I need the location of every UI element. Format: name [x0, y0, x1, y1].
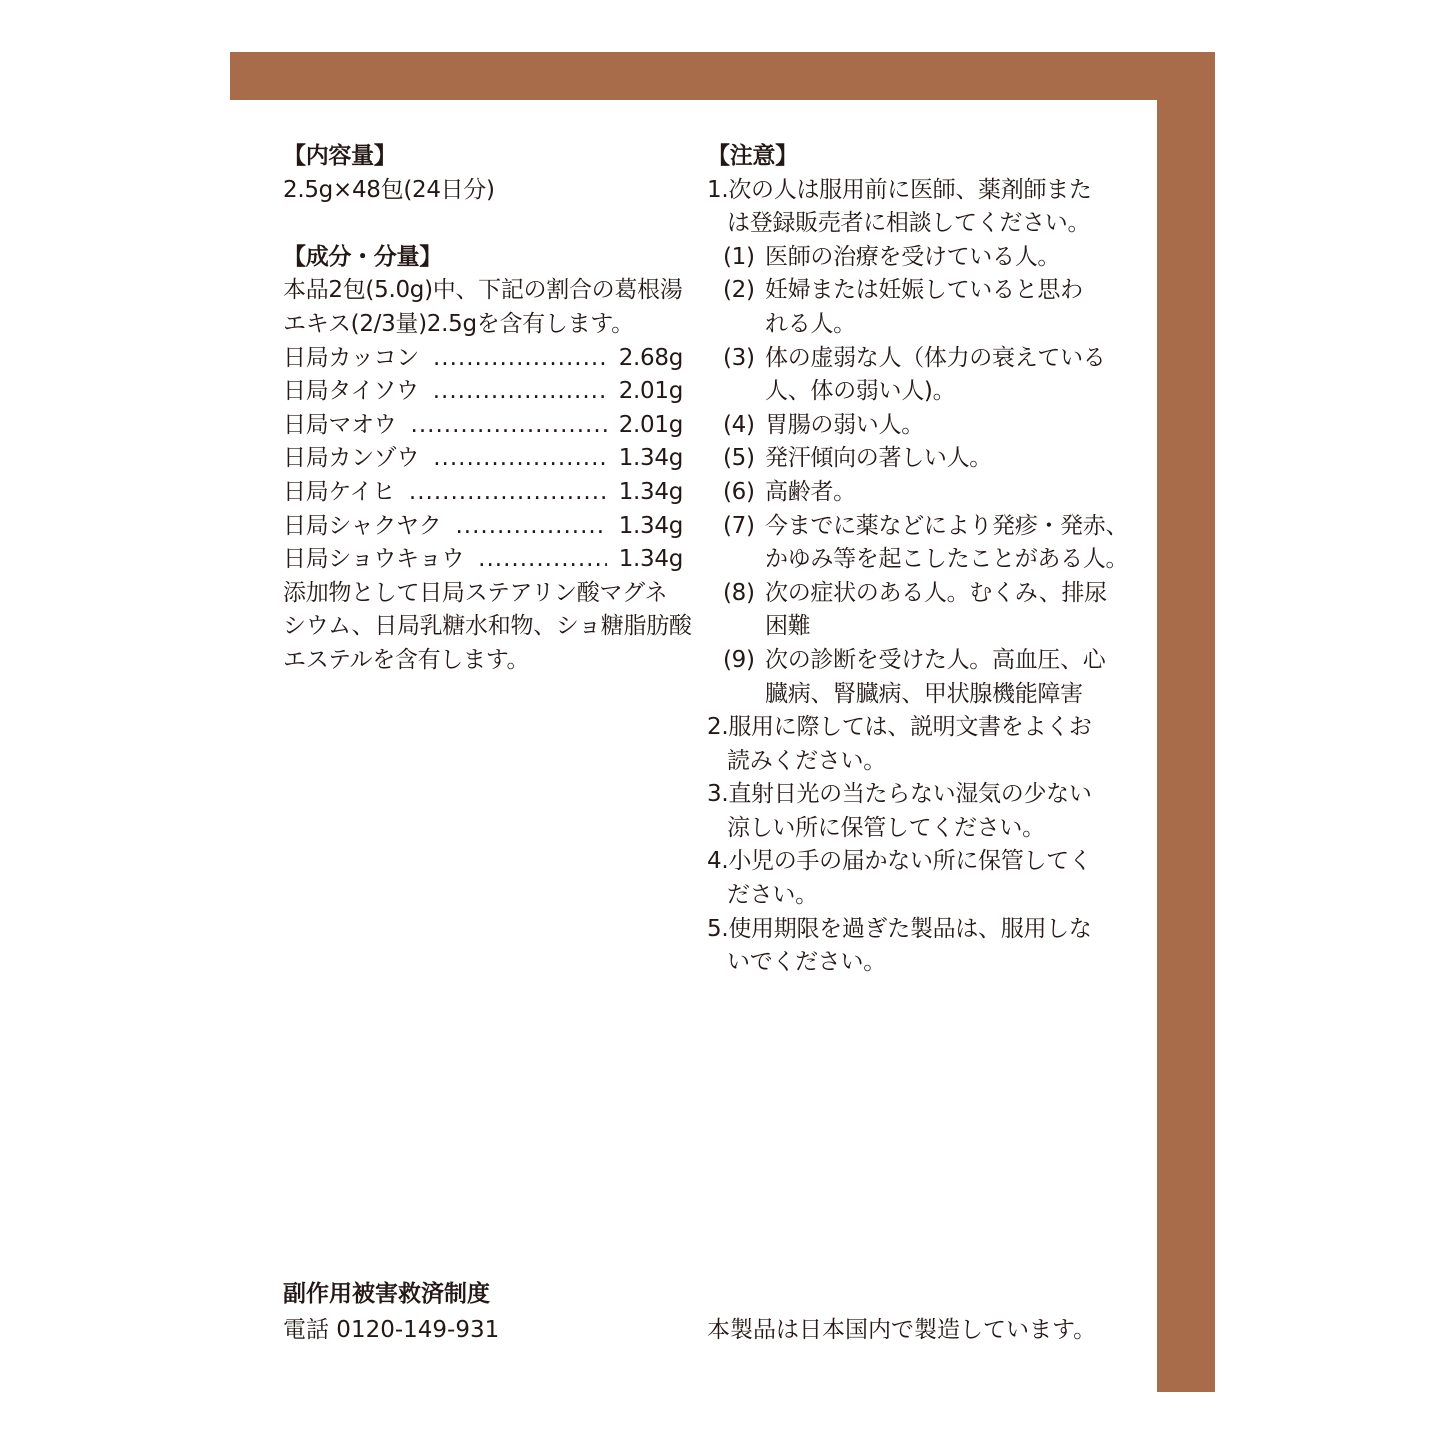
- subitem-number: (1): [723, 243, 755, 270]
- additives-line: エステルを含有します。: [283, 646, 530, 673]
- left-column: [283, 140, 692, 678]
- caution-item-number: 5.: [707, 915, 729, 942]
- leader-dots: [409, 476, 607, 510]
- caution-item: [707, 913, 1127, 947]
- ingredient-amount: 1.34g: [618, 546, 683, 573]
- ingredient-row: [283, 510, 683, 544]
- ingredient-row: [283, 409, 683, 443]
- caution-item-line: いでください。: [727, 949, 886, 976]
- caution-item-number: 1.: [707, 176, 729, 203]
- ingredient-row: [283, 342, 683, 376]
- caution-heading: 【注意】: [707, 143, 798, 169]
- caution-subitem: [723, 442, 1127, 476]
- relief-system-title: 副作用被害救済制度: [283, 1281, 490, 1307]
- made-in-japan-note: 本製品は日本国内で製造しています。: [707, 1317, 1097, 1343]
- caution-subitem: [723, 644, 1127, 711]
- subitem-line: 医師の治療を受けている人。: [765, 243, 1061, 270]
- caution-item-line: 直射日光の当たらない湿気の少ない: [728, 781, 1092, 808]
- subitem-line: 臓病、腎臓病、甲状腺機能障害: [765, 680, 1083, 707]
- ingredient-row: [283, 442, 683, 476]
- caution-item-line: 読みください。: [727, 747, 886, 774]
- ingredient-name: 日局カッコン: [283, 344, 419, 371]
- subitem-line: 次の診断を受けた人。高血圧、心: [765, 646, 1106, 673]
- subitem-line: 次の症状のある人。むくみ、排尿: [765, 579, 1107, 606]
- subitem-line: 妊婦または妊娠していると思わ: [765, 277, 1083, 304]
- caution-subitem: [723, 577, 1127, 644]
- leader-dots: [433, 375, 607, 409]
- ingredient-amount: 2.01g: [618, 378, 683, 405]
- ingredient-name: 日局シャクヤク: [283, 512, 442, 539]
- subitem-number: (5): [723, 445, 755, 472]
- ingredients-heading: 【成分・分量】: [283, 243, 442, 270]
- ingredient-name: 日局ショウキョウ: [283, 546, 465, 573]
- leader-dots: [433, 342, 607, 376]
- subitem-line: 困難: [765, 613, 811, 640]
- caution-subitem: [723, 241, 1127, 275]
- ingredients-intro-line: エキス(2/3量)2.5gを含有します。: [283, 310, 634, 337]
- ingredient-amount: 2.68g: [618, 344, 683, 371]
- subitem-line: 高齢者。: [765, 478, 856, 505]
- ingredient-name: 日局タイソウ: [283, 378, 419, 405]
- subitem-line: 今までに薬などにより発疹・発赤、: [765, 512, 1129, 539]
- leader-dots: [455, 510, 606, 544]
- caution-item-line: 服用に際しては、説明文書をよくお: [728, 714, 1092, 741]
- caution-item: [707, 174, 1127, 208]
- caution-item: [707, 845, 1127, 879]
- ingredient-amount: 1.34g: [618, 512, 683, 539]
- leader-dots: [411, 409, 607, 443]
- ingredient-name: 日局カンゾウ: [283, 445, 420, 472]
- ingredient-amount: 2.01g: [618, 411, 683, 438]
- subitem-line: かゆみ等を起こしたことがある人。: [765, 546, 1129, 573]
- ingredient-amount: 1.34g: [618, 478, 683, 505]
- ingredient-row: [283, 375, 683, 409]
- additives-line: シウム、日局乳糖水和物、ショ糖脂肪酸: [283, 613, 692, 640]
- caution-item-number: 4.: [707, 848, 729, 875]
- frame-band-right: [1157, 52, 1215, 1392]
- content-heading: 【内容量】: [283, 143, 397, 169]
- subitem-line: 体の虚弱な人（体力の衰えている: [765, 344, 1106, 371]
- ingredient-name: 日局ケイヒ: [283, 478, 395, 505]
- content-value: 2.5g×48包(24日分): [283, 176, 495, 203]
- caution-subitem: [723, 342, 1127, 409]
- caution-item-number: 2.: [707, 714, 729, 741]
- caution-subitem: [723, 274, 1127, 341]
- ingredient-name: 日局マオウ: [283, 411, 397, 438]
- relief-system-block: [283, 1276, 499, 1348]
- caution-item-number: 3.: [707, 781, 729, 808]
- caution-item-line: 小児の手の届かない所に保管してく: [728, 848, 1092, 875]
- subitem-line: 人、体の弱い人)。: [765, 378, 956, 405]
- caution-item-line: 使用期限を過ぎた製品は、服用しな: [728, 915, 1092, 942]
- right-column: [707, 140, 1127, 980]
- leader-dots: [433, 442, 606, 476]
- relief-system-phone: 電話 0120-149-931: [283, 1317, 500, 1343]
- caution-subitem: [723, 510, 1127, 577]
- subitem-line: 胃腸の弱い人。: [765, 411, 924, 438]
- caution-item: [707, 711, 1127, 745]
- ingredient-row: [283, 543, 683, 577]
- caution-subitem: [723, 409, 1127, 443]
- ingredient-amount: 1.34g: [618, 445, 683, 472]
- caution-item-line: 涼しい所に保管してください。: [727, 814, 1045, 841]
- subitem-number: (3): [723, 344, 755, 371]
- caution-subitem: [723, 476, 1127, 510]
- ingredients-intro-line: 本品2包(5.0g)中、下記の割合の葛根湯: [283, 277, 683, 304]
- subitem-line: 発汗傾向の著しい人。: [765, 445, 993, 472]
- caution-item: [707, 778, 1127, 812]
- caution-item-line: は登録販売者に相談してください。: [727, 210, 1091, 237]
- caution-item-line: 次の人は服用前に医師、薬剤師また: [728, 176, 1092, 203]
- frame-band-top: [230, 52, 1215, 100]
- caution-item-line: ださい。: [727, 882, 818, 909]
- subitem-number: (2): [723, 277, 755, 304]
- subitem-number: (4): [723, 411, 755, 438]
- leader-dots: [478, 543, 607, 577]
- subitem-line: れる人。: [765, 310, 856, 337]
- subitem-number: (7): [723, 512, 755, 539]
- subitem-number: (8): [723, 579, 755, 606]
- additives-line: 添加物として日局ステアリン酸マグネ: [283, 579, 668, 606]
- subitem-number: (9): [723, 646, 755, 673]
- subitem-number: (6): [723, 478, 755, 505]
- spacer: [283, 207, 683, 241]
- ingredient-row: [283, 476, 683, 510]
